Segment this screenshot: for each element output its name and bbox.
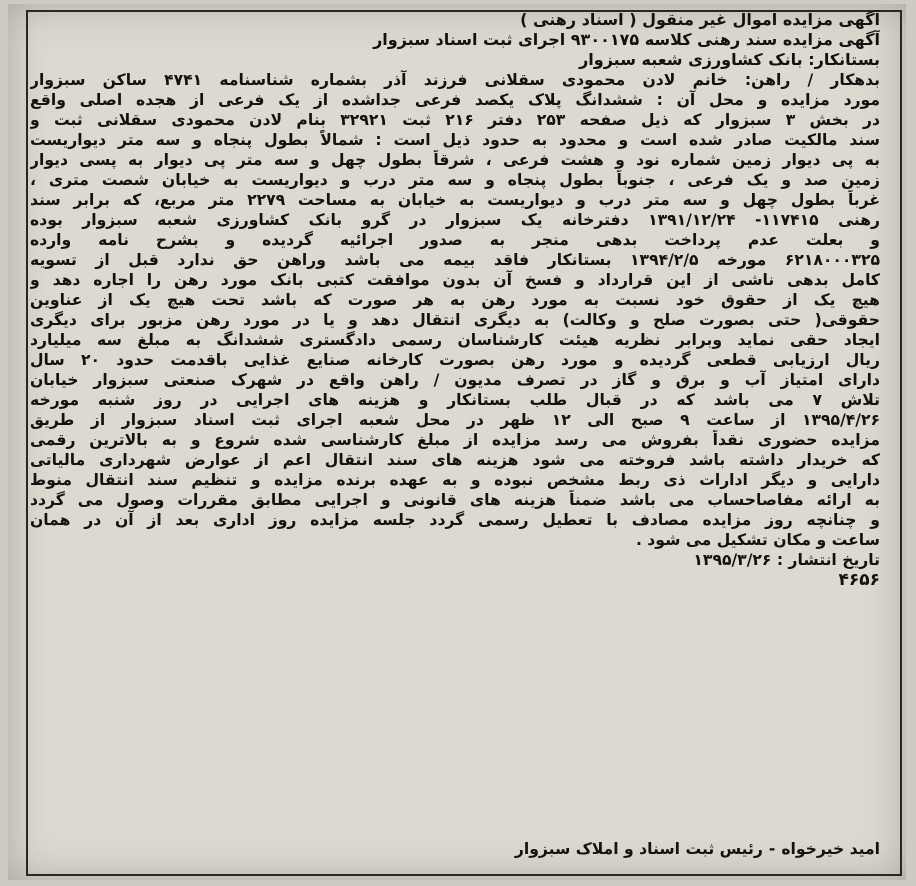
issue-number: ۴۶۵۶	[838, 570, 880, 590]
notice-body-line: که خریدار داشته باشد فروخته می شود هزینه های سند انتقال اعم از عوارض شهرداری مالیاتی	[30, 451, 880, 469]
notice-body-line: مزایده حضوری نقداً بفروش می رسد مزایده از مبلغ کارشناسی شده شروع و به بالاترین رقمی	[30, 431, 880, 449]
notice-body-line: به پی دیوار زمین شماره نود و هشت فرعی ، شرقاً بطول چهل و سه متر پی دیوار به پسی دیوار	[30, 151, 880, 169]
notice-body-line: دارای امتیاز آب و برق و گاز در تصرف مدیون / راهن واقع در شهرک صنعتی سبزوار خیابان	[30, 371, 880, 389]
signatory-title: رئیس ثبت اسناد و املاک سبزوار	[514, 840, 763, 858]
signatory-separator: -	[768, 840, 776, 858]
notice-body-line: غرباً بطول چهل و سه متر درب و دیواریست به خیابان به مساحت ۲۲۷۹ متر مربع، که برابر سند	[30, 191, 880, 209]
signatory-name: امید خیرخواه	[781, 840, 880, 858]
notice-body-line: به ارائه مفاصاحساب می باشد ضمناً هزینه های قانونی و اجرایی مطابق مقررات وصول می گردد	[30, 491, 880, 509]
notice-body-line: در بخش ۳ سبزوار که ذیل صفحه ۲۵۳ دفتر ۲۱۶ ثبت ۳۲۹۲۱ بنام لادن محمودی سقلانی ثبت و	[30, 111, 880, 129]
auction-notice	[30, 10, 880, 590]
publish-date: تاریخ انتشار : ۱۳۹۵/۳/۲۶	[693, 551, 880, 569]
signature-line	[30, 838, 880, 860]
notice-body-line: ساعت و مکان تشکیل می شود .	[635, 531, 880, 549]
notice-body-line: بدهکار / راهن: خانم لادن محمودی سقلانی فرزند آذر بشماره شناسنامه ۴۷۴۱ ساکن سبزوار	[30, 71, 880, 89]
notice-body-line: تلاش ۷ می باشد که در قبال طلب بستانکار و هزینه های اجرایی در روز شنبه مورخه	[30, 391, 880, 409]
notice-body-line: سند مالکیت صادر شده است و محدود به حدود ذیل است : شمالاً بطول پنجاه و سه متر دیواریست	[30, 131, 880, 149]
notice-body-line: کامل بدهی ناشی از این قرارداد و فسخ آن بدون موافقت کتبی بانک مورد رهن را اجاره دهد و	[30, 271, 880, 289]
notice-body-line: حقوقی( حتی بصورت صلح و وکالت) به دیگری انتقال دهد و یا در مورد رهن مزبور برای دیگری	[30, 311, 880, 329]
notice-subtitle: آگهی مزایده سند رهنی کلاسه ۹۳۰۰۱۷۵ اجرای ثبت اسناد سبزوار	[373, 30, 880, 49]
creditor-line: بستانکار: بانک کشاورزی شعبه سبزوار	[579, 50, 880, 69]
notice-body	[30, 70, 880, 550]
notice-body-line: رهنی ۱۱۷۴۱۵- ۱۳۹۱/۱۲/۲۴ دفترخانه یک سبزوار در گرو بانک کشاورزی شعبه سبزوار بوده	[30, 211, 880, 229]
notice-body-line: و بعلت عدم پرداخت بدهی منجر به صدور اجرائیه گردیده و بشرح نامه وارده	[30, 231, 880, 249]
notice-body-line: و چنانچه روز مزایده مصادف با تعطیل رسمی گردد جلسه مزایده روز اداری بعد از آن در همان	[30, 511, 880, 529]
notice-body-line: ایجاد حقی نماید وبرابر نظریه هیئت کارشناسان رسمی دادگستری ششدانگ به مبلغ سه میلیارد	[30, 331, 880, 349]
notice-body-line: ۶۲۱۸۰۰۰۳۲۵ مورخه ۱۳۹۴/۲/۵ بستانکار فاقد بیمه می باشد وراهن حق ندارد قبل از تسویه	[30, 251, 880, 269]
notice-body-line: ۱۳۹۵/۴/۲۶ از ساعت ۹ صبح الی ۱۲ ظهر در محل شعبه اجرای ثبت اسناد سبزوار از طریق	[30, 411, 880, 429]
notice-body-line: ریال ارزیابی قطعی گردیده و مورد رهن بصورت کارخانه صنایع غذایی باقدمت حدود ۲۰ سال	[30, 351, 880, 369]
notice-title: آگهی مزایده اموال غیر منقول ( اسناد رهنی )	[520, 10, 880, 29]
notice-body-line: زمین صد و یک فرعی ، جنوباً بطول پنجاه و سه متر درب و دیواریست به خیابان شصت متری ،	[30, 171, 880, 189]
notice-body-line: دارایی و دیگر ادارات ذی ربط مشخص نبوده و به عهده برنده مزایده و تنظیم سند انتقال منوط	[30, 471, 880, 489]
notice-body-line: مورد مزایده و محل آن : ششدانگ پلاک یکصد فرعی جداشده از یک فرعی از هجده اصلی واقع	[30, 91, 880, 109]
notice-body-line: هیچ یک از حقوق خود نسبت به مورد رهن به هر صورت که باشد تحت هیچ یک از عناوین	[30, 291, 880, 309]
